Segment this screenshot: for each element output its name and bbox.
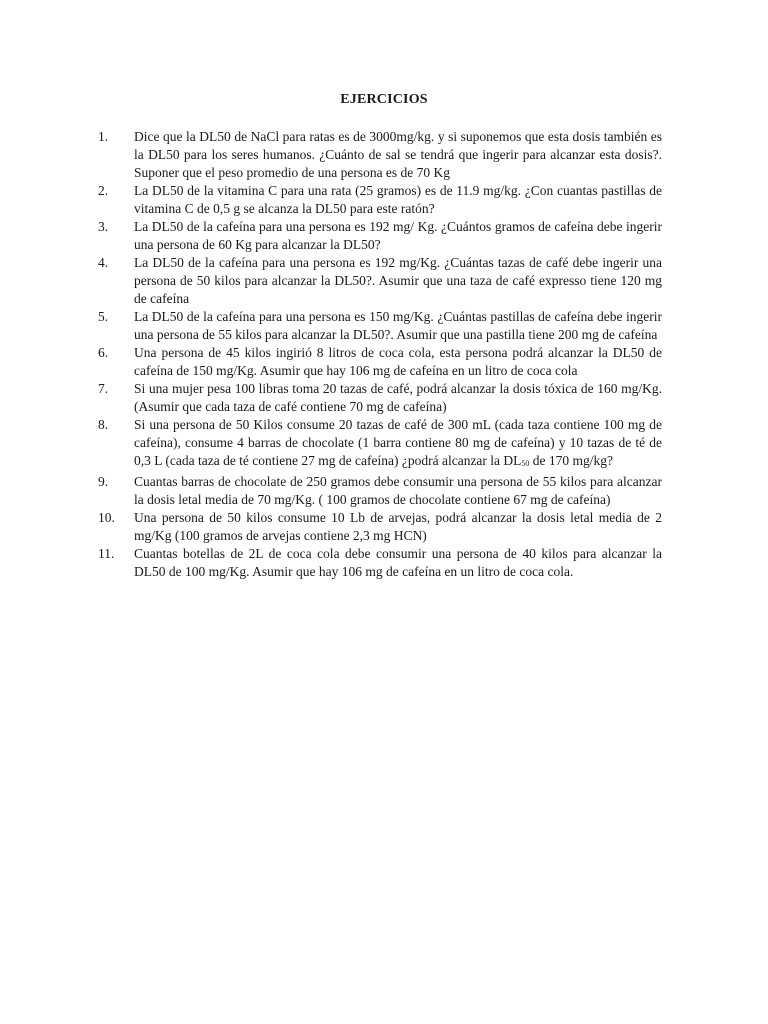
exercise-number: 8. xyxy=(98,417,109,432)
exercise-text: La DL50 de la vitamina C para una rata (25 gramos) es de 11.9 mg/kg. ¿Con cuantas pastillas de vitamina C de 0,5 g se alcanza la DL50 para este ratón? xyxy=(134,183,662,216)
exercise-item-11 xyxy=(98,545,662,581)
exercise-item-8 xyxy=(98,416,662,473)
exercise-number: 1. xyxy=(98,129,109,144)
exercise-number: 7. xyxy=(98,381,109,396)
exercise-number: 5. xyxy=(98,309,109,324)
exercise-text-main: Si una persona de 50 Kilos consume 20 tazas de café de 300 mL (cada taza contiene 100 mg de cafeína), consume 4 barras de chocolate (1 barra contiene 80 mg de cafeína) y 10 tazas de té de 0,3 L (cada taza de té contiene 27 mg de cafeína) ¿podrá alcanzar la xyxy=(134,417,662,468)
exercise-number: 2. xyxy=(98,183,109,198)
exercise-text: Cuantas botellas de 2L de coca cola debe consumir una persona de 40 kilos para alcanzar la DL50 de 100 mg/Kg. Asumir que hay 106 mg de cafeína en un litro de coca cola. xyxy=(134,546,662,579)
exercise-number: 6. xyxy=(98,345,109,360)
exercise-text: La DL50 de la cafeína para una persona es 192 mg/Kg. ¿Cuántas tazas de café debe ingerir una persona de 50 kilos para alcanzar la DL50?. Asumir que una taza de café expresso tiene 120 mg de cafeína xyxy=(134,255,662,306)
exercise-item-2 xyxy=(98,182,662,218)
exercise-text: Una persona de 50 kilos consume 10 Lb de arvejas, podrá alcanzar la dosis letal media de 2 mg/Kg (100 gramos de arvejas contiene 2,3 mg HCN) xyxy=(134,510,662,543)
exercise-text-tail: de 170 mg/kg? xyxy=(529,453,614,468)
exercise-item-9 xyxy=(98,473,662,509)
exercise-text: La DL50 de la cafeína para una persona es 192 mg/ Kg. ¿Cuántos gramos de cafeína debe ingerir una persona de 60 Kg para alcanzar la DL50? xyxy=(134,219,662,252)
exercise-text: Si una mujer pesa 100 libras toma 20 tazas de café, podrá alcanzar la dosis tóxica de 160 mg/Kg. (Asumir que cada taza de café contiene 70 mg de cafeína) xyxy=(134,381,662,414)
dl50-prefix: DL xyxy=(503,453,522,468)
dl50-subscript: 50 xyxy=(521,459,530,468)
exercise-item-6 xyxy=(98,344,662,380)
exercise-number: 10. xyxy=(98,510,115,525)
exercise-item-5 xyxy=(98,308,662,344)
exercise-text xyxy=(134,416,662,473)
exercise-number: 3. xyxy=(98,219,109,234)
exercise-number: 9. xyxy=(98,474,109,489)
exercise-item-10 xyxy=(98,509,662,545)
exercise-item-4 xyxy=(98,254,662,308)
exercise-text: Cuantas barras de chocolate de 250 gramos debe consumir una persona de 55 kilos para alcanzar la dosis letal media de 70 mg/Kg. ( 100 gramos de chocolate contiene 67 mg de cafeína) xyxy=(134,474,662,507)
exercise-text: Una persona de 45 kilos ingirió 8 litros de coca cola, esta persona podrá alcanzar la DL50 de cafeína de 150 mg/Kg. Asumir que hay 106 mg de cafeína en un litro de coca cola xyxy=(134,345,662,378)
exercise-list xyxy=(98,128,662,581)
exercise-item-7 xyxy=(98,380,662,416)
document-title: EJERCICIOS xyxy=(340,92,428,107)
exercise-item-1 xyxy=(98,128,662,182)
exercise-number: 4. xyxy=(98,255,109,270)
exercise-item-3 xyxy=(98,218,662,254)
exercise-number: 11. xyxy=(98,546,115,561)
exercise-text: Dice que la DL50 de NaCl para ratas es de 3000mg/kg. y si suponemos que esta dosis también es la DL50 para los seres humanos. ¿Cuánto de sal se tendrá que ingerir para alcanzar esta dosis?. Suponer que el peso promedio de una persona es de 70 Kg xyxy=(134,129,662,180)
exercise-text: La DL50 de la cafeína para una persona es 150 mg/Kg. ¿Cuántas pastillas de cafeína debe ingerir una persona de 55 kilos para alcanzar la DL50?. Asumir que una pastilla tiene 200 mg de cafeína xyxy=(134,309,662,342)
